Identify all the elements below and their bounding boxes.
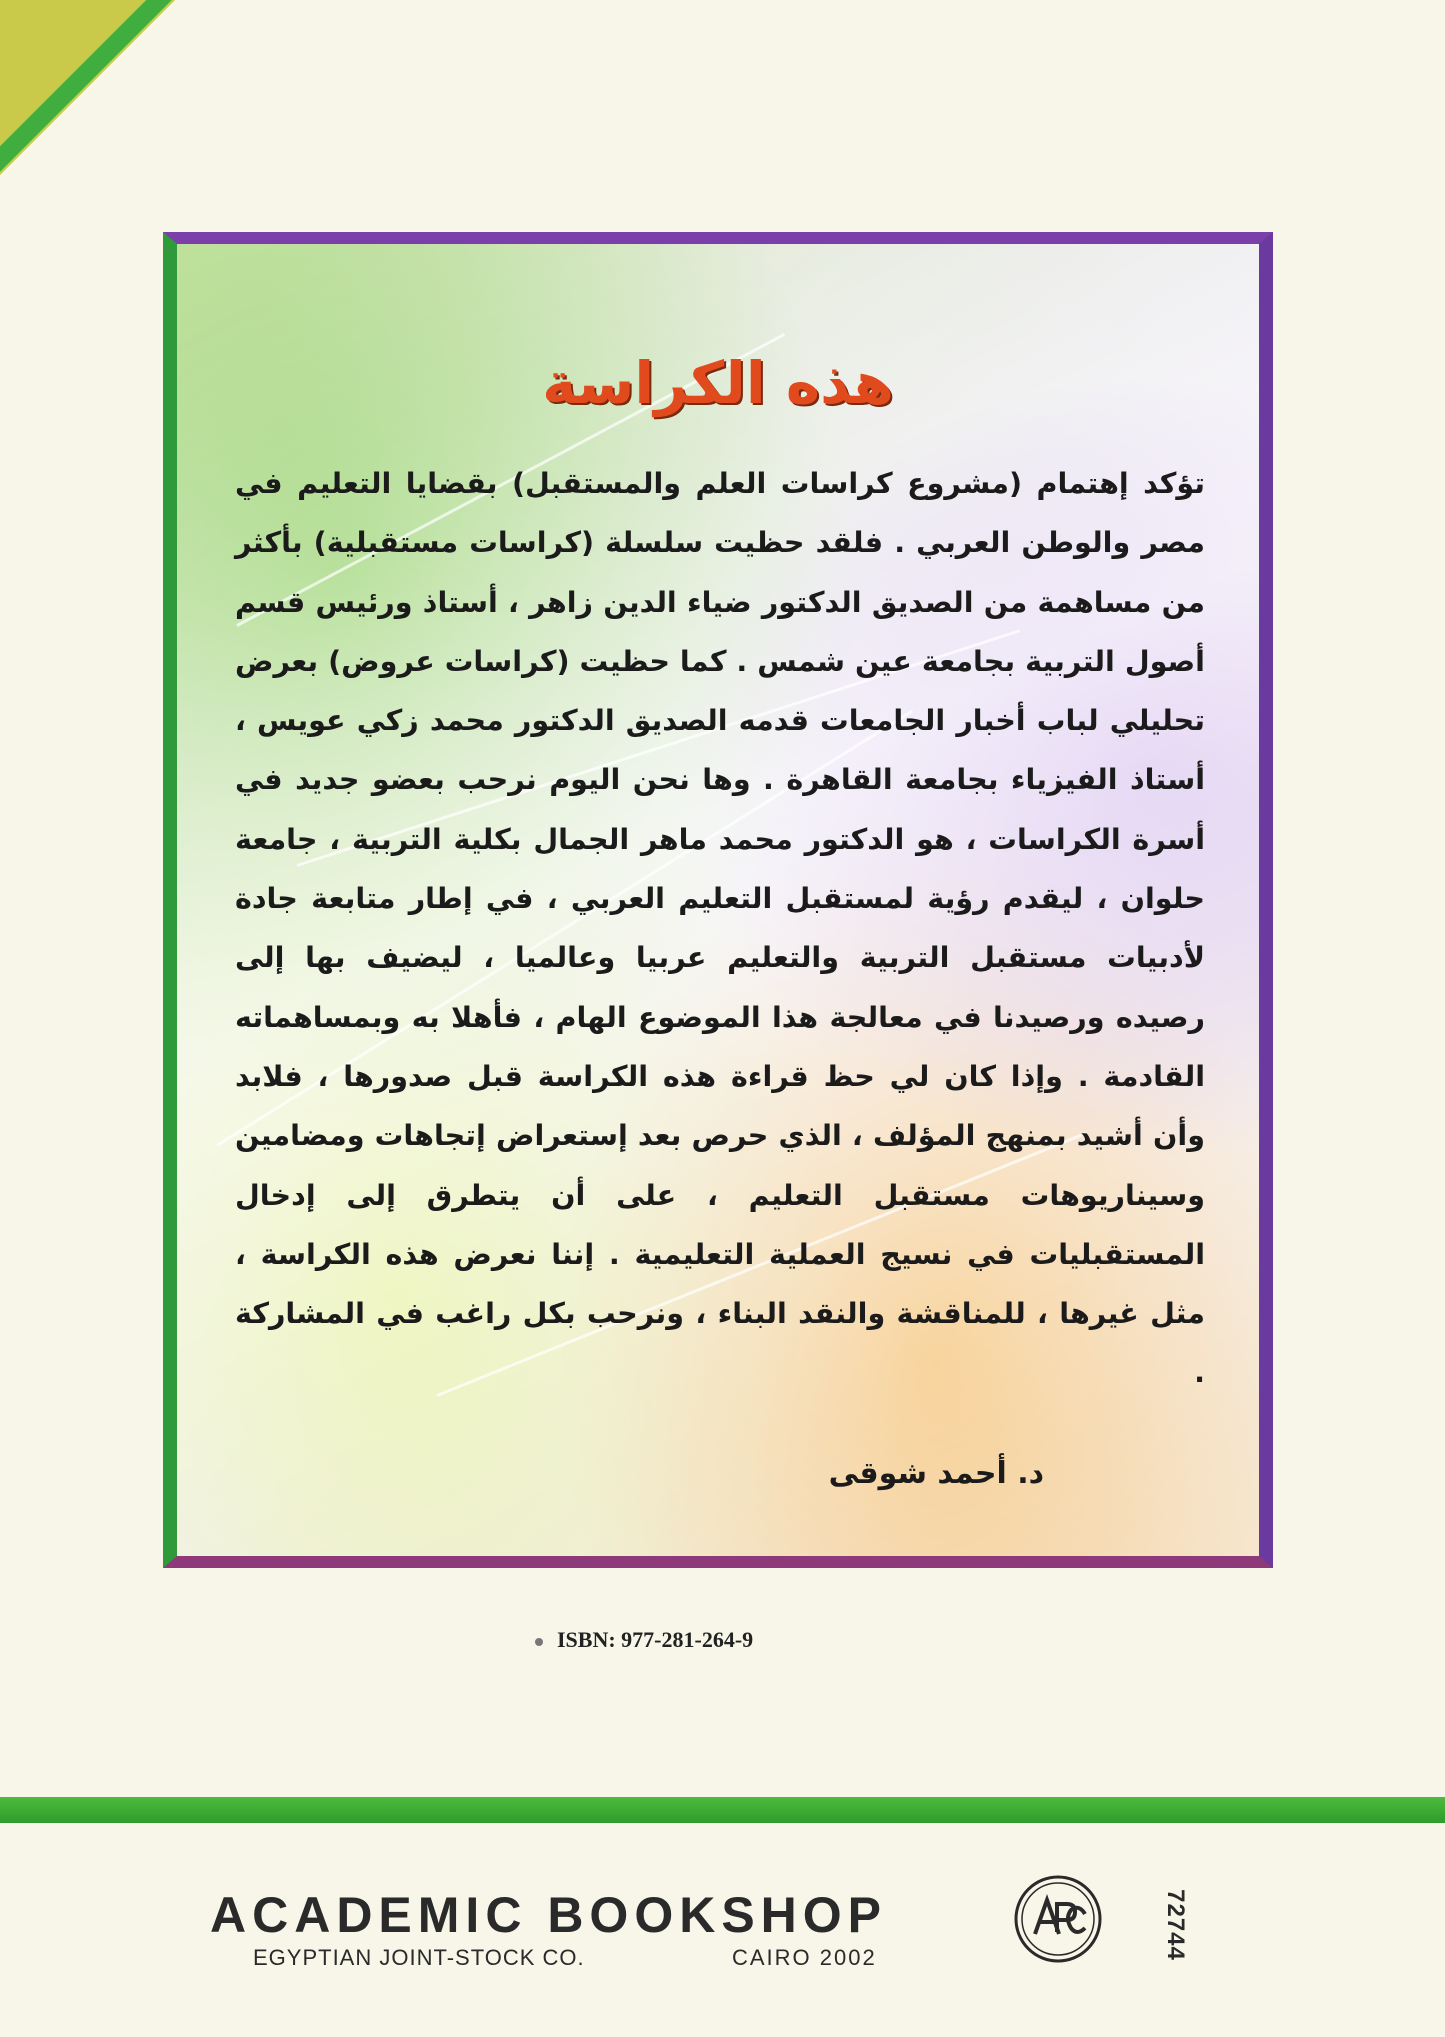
publisher-subtitle: EGYPTIAN JOINT-STOCK CO.: [253, 1945, 585, 1970]
back-cover-panel: [163, 232, 1273, 1568]
catalog-code: 72744: [1162, 1889, 1189, 1961]
panel-title: هذه الكراسة: [542, 349, 894, 417]
isbn-line: [535, 1627, 753, 1653]
green-band: [0, 1797, 1445, 1823]
corner-green-stripe: [0, 0, 190, 190]
author-signature: د. أحمد شوقى: [828, 1456, 1044, 1491]
publisher-city-year: CAIRO 2002: [732, 1945, 877, 1970]
bullet-icon: [535, 1638, 543, 1646]
body-paragraph: تؤكد إهتمام (مشروع كراسات العلم والمستقبل) بقضايا التعليم في مصر والوطن العربي . فلقد حظيت سلسلة (كراسات مستقبلية) بأكثر من مساهمة من الصديق الدكتور ضياء الدين زاهر ، أستاذ ورئيس قسم أصول التربية بجامعة عين شمس . كما حظيت (كراسات عروض) بعرض تحليلي لباب أخبار الجامعات قدمه الصديق الدكتور محمد زكي عويس ، أستاذ الفيزياء بجامعة القاهرة . وها نحن اليوم نرحب بعضو جديد في أسرة الكراسات ، هو الدكتور محمد ماهر الجمال بكلية التربية ، جامعة حلوان ، ليقدم رؤية لمستقبل التعليم العربي ، في إطار متابعة جادة لأدبيات مستقبل التربية والتعليم عربيا وعالميا ، ليضيف بها إلى رصيده ورصيدنا في معالجة هذا الموضوع الهام ، فأهلا به وبمساهماته القادمة . وإذا كان لي حظ قراءة هذه الكراسة قبل صدورها ، فلابد وأن أشيد بمنهج المؤلف ، الذي حرص بعد إستعراض إتجاهات ومضامين وسيناريوهات مستقبل التعليم ، على أن يتطرق إلى إدخال المستقبليات في نسيج العملية التعليمية . إننا نعرض هذه الكراسة ، مثل غيرها ، للمناقشة والنقد البناء ، ونرحب بكل راغب في المشاركة .: [235, 466, 1205, 1390]
publisher-name: ACADEMIC BOOKSHOP: [210, 1887, 888, 1943]
panel-body-text: [235, 454, 1205, 1403]
isbn-text: ISBN: 977-281-264-9: [557, 1627, 754, 1652]
apc-logo-icon: [1013, 1874, 1103, 1964]
